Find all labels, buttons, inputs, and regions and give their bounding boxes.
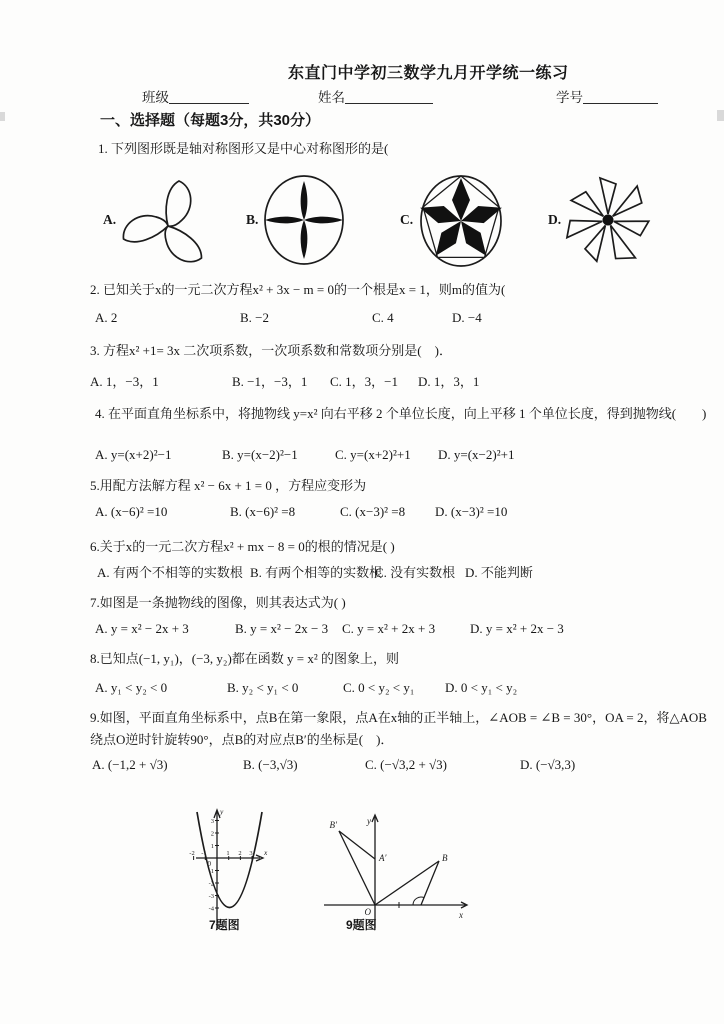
q7-option-d: D. y = x² + 2x − 3 <box>470 621 564 636</box>
q1-option-d-label: D. <box>548 212 562 227</box>
question-9-text-line1: 9.如图，平面直角坐标系中，点B在第一象限，点A在x轴的正半轴上，∠AOB = ∠B = 30°，OA = 2，将△AOB <box>90 710 707 725</box>
class-blank-line <box>169 90 249 104</box>
svg-text:-1: -1 <box>201 850 207 857</box>
q7-option-a: A. y = x² − 2x + 3 <box>95 621 189 636</box>
pinwheel-figure <box>122 176 214 270</box>
origin-label: 0 <box>207 860 211 868</box>
question-2-text: 2. 已知关于x的一元二次方程x² + 3x − m = 0的一个根是x = 1，则m的值为( <box>90 282 506 297</box>
pinwheel-center-dot <box>603 215 614 226</box>
q8-option-c: C. 0 < y₂ < y₁ <box>343 680 415 695</box>
parabola-figure <box>183 806 275 932</box>
y-axis-label: y <box>220 807 224 816</box>
q7-option-b: B. y = x² − 2x − 3 <box>235 621 329 636</box>
q9-option-a: A. (−1,2 + √3) <box>92 757 168 772</box>
q2-option-b: B. −2 <box>240 310 270 325</box>
section-heading: 一、选择题（每题3分，共30分） <box>100 112 321 129</box>
question-4-text: 4. 在平面直角坐标系中，将抛物线 y=x² 向右平移 2 个单位长度，向上平移 1 个单位长度，得到抛物线( ) <box>95 406 707 421</box>
class-field <box>142 90 249 107</box>
five-petal-flower-figure <box>418 174 504 268</box>
question-1-text: 1. 下列图形既是轴对称图形又是中心对称图形的是( <box>98 141 389 156</box>
svg-text:1: 1 <box>226 850 230 857</box>
q9-option-b: B. (−3,√3) <box>243 757 298 772</box>
q4-option-c: C. y=(x+2)²+1 <box>335 447 411 462</box>
y-axis-label: y <box>367 816 371 826</box>
pinwheel-blades <box>118 181 208 268</box>
q4-option-d: D. y=(x−2)²+1 <box>438 447 515 462</box>
name-field <box>318 90 433 107</box>
question-5-text: 5.用配方法解方程 x² − 6x + 1 = 0 ，方程应变形为 <box>90 478 367 493</box>
svg-text:-4: -4 <box>208 905 214 913</box>
q8-option-d: D. 0 < y₁ < y₂ <box>445 680 518 695</box>
q9-option-d: D. (−√3,3) <box>520 757 576 772</box>
svg-text:3: 3 <box>210 818 214 825</box>
q2-option-d: D. −4 <box>452 310 482 325</box>
origin-label: O <box>364 907 371 917</box>
q1-option-c-label: C. <box>400 212 414 227</box>
student-id-label: 学号 <box>556 90 583 105</box>
q2-option-a: A. 2 <box>95 310 118 325</box>
q6-option-a: A. 有两个不相等的实数根 <box>97 565 243 580</box>
segment-B-prime-A-prime <box>339 831 375 859</box>
svg-text:-2: -2 <box>208 880 214 888</box>
page-title: 东直门中学初三数学九月开学统一练习 <box>288 65 569 82</box>
x-axis-label: x <box>264 848 268 857</box>
x-axis-label: x <box>459 910 463 920</box>
q1-option-b-label: B. <box>246 212 259 227</box>
q6-option-d: D. 不能判断 <box>465 565 533 580</box>
name-blank-line <box>345 90 433 104</box>
q5-option-b: B. (x−6)² =8 <box>230 504 296 519</box>
q5-option-a: A. (x−6)² =10 <box>95 504 168 519</box>
question-7-text: 7.如图是一条抛物线的图像，则其表达式为( ) <box>90 595 346 610</box>
q2-option-c: C. 4 <box>372 310 394 325</box>
q6-option-b: B. 有两个相等的实数根 <box>250 565 383 580</box>
svg-text:-3: -3 <box>208 893 214 900</box>
q3-option-b: B. −1，−3，1 <box>232 374 308 389</box>
question-6-text: 6.关于x的一元二次方程x² + mx − 8 = 0的根的情况是( ) <box>90 539 395 554</box>
q9-option-c: C. (−√3,2 + √3) <box>365 757 448 772</box>
q6-option-c: C. 没有实数根 <box>375 565 456 580</box>
class-label: 班级 <box>142 90 169 105</box>
seven-blade-pinwheel-figure <box>550 170 665 270</box>
q5-option-c: C. (x−3)² =8 <box>340 504 406 519</box>
q7-option-c: C. y = x² + 2x + 3 <box>342 621 436 636</box>
svg-text:2: 2 <box>238 850 242 857</box>
segment-OB-prime <box>339 831 375 905</box>
point-b-label: B <box>442 853 448 863</box>
x-axis-tick-labels <box>189 850 252 857</box>
svg-text:-2: -2 <box>189 850 195 857</box>
q4-option-b: B. y=(x−2)²−1 <box>222 447 298 462</box>
q8-option-a: A. y₁ < y₂ < 0 <box>95 680 168 695</box>
student-id-field <box>556 90 658 107</box>
svg-text:2: 2 <box>210 830 214 838</box>
name-label: 姓名 <box>318 90 345 105</box>
four-petal-flower-figure <box>262 174 346 266</box>
q1-option-a-label: A. <box>103 212 117 227</box>
fig7-caption: 7题图 <box>209 918 240 932</box>
q3-option-c: C. 1，3，−1 <box>330 374 399 389</box>
q3-option-d: D. 1，3，1 <box>418 374 480 389</box>
q4-option-a: A. y=(x+2)²−1 <box>95 447 172 462</box>
svg-text:1: 1 <box>210 843 214 850</box>
student-id-blank-line <box>583 90 658 104</box>
scan-artifact <box>0 112 5 121</box>
q3-option-a: A. 1，−3，1 <box>90 374 159 389</box>
fig9-caption: 9题图 <box>346 918 377 932</box>
point-b-prime-label: B′ <box>329 820 337 830</box>
q8-option-b: B. y₂ < y₁ < 0 <box>227 680 299 695</box>
parabola-curve <box>197 812 262 908</box>
question-8-text: 8.已知点(−1, y₁)，(−3, y₂)都在函数 y = x² 的图象上，则 <box>90 651 400 666</box>
rotation-figure <box>318 812 473 932</box>
point-a-prime-label: A′ <box>379 853 387 863</box>
scan-artifact <box>717 110 724 121</box>
question-9-text-line2: 绕点O逆时针旋转90°，点B的对应点B′的坐标是( )． <box>90 732 394 747</box>
svg-text:3: 3 <box>249 850 253 857</box>
flower-petals <box>265 181 343 259</box>
flower-petals <box>417 178 504 261</box>
svg-text:-1: -1 <box>208 868 214 875</box>
question-3-text: 3. 方程x² +1= 3x 二次项系数，一次项系数和常数项分别是( )． <box>90 343 452 358</box>
q5-option-d: D. (x−3)² =10 <box>435 504 508 519</box>
